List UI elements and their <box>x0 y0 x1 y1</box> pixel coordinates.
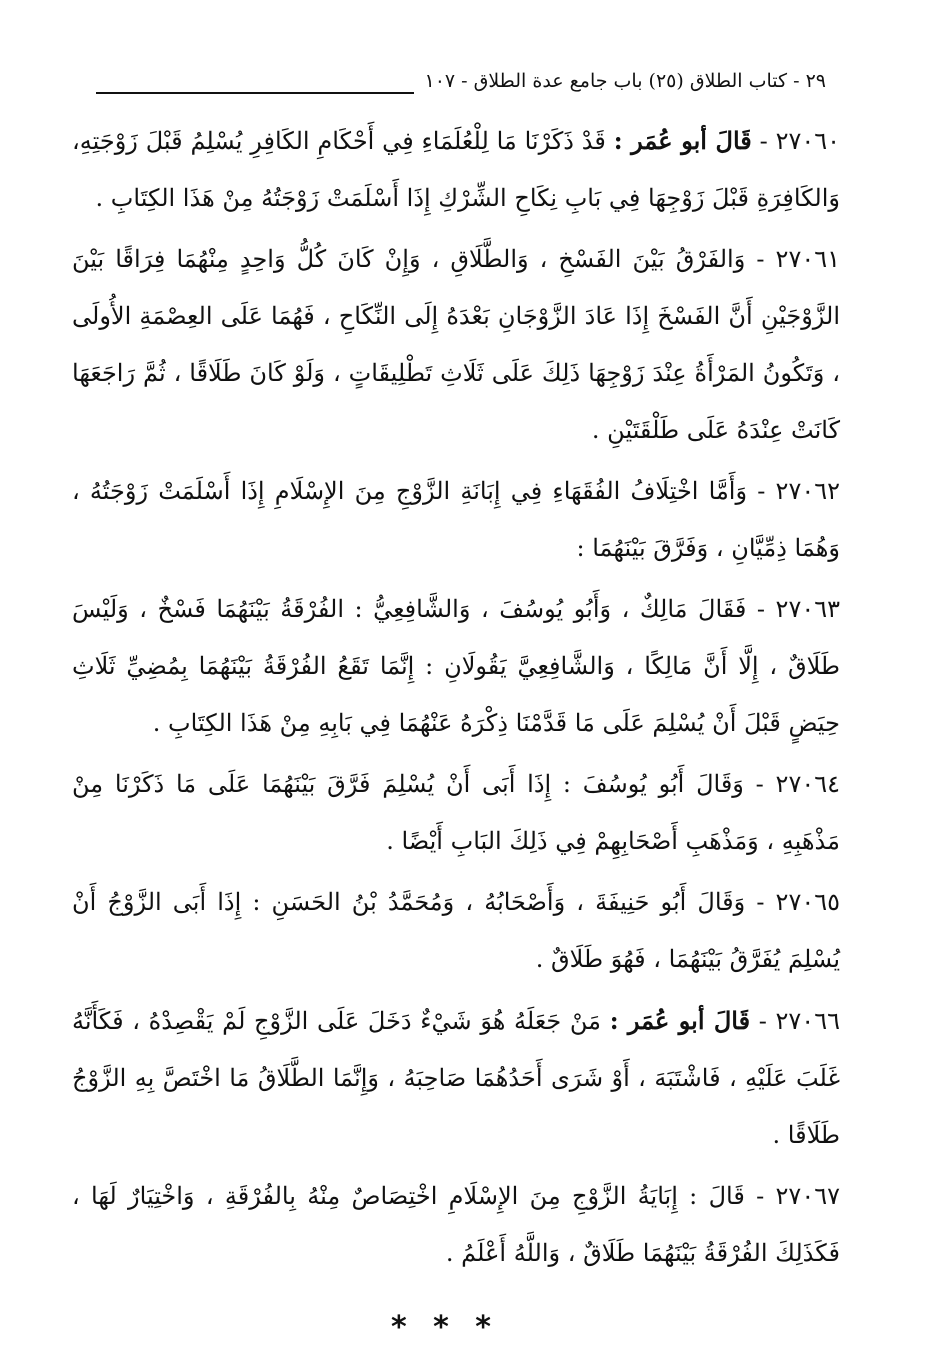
paragraph-number: ٢٧٠٦٣ - <box>756 595 840 623</box>
paragraph-27060 <box>72 112 840 227</box>
paragraph-number: ٢٧٠٦٤ - <box>755 770 840 798</box>
paragraph-number: ٢٧٠٦٦ - <box>758 1007 840 1035</box>
paragraph-text: فَقَالَ مَالِكٌ ، وَأَبُو يُوسُفَ ، وَالشَّافِعِيُّ : الفُرْقَةُ بَيْنَهُمَا فَسْخٌ ، وَلَيْسَ طَلَاقٌ ، إِلَّا أَنَّ مَالِكًا ، وَالشَّافِعِيَّ يَقُولَانِ : إِنَّمَا تَقَعُ الفُرْقَةُ بَيْنَهُمَا بِمُضِيِّ ثَلَاثِ حِيَضٍ قَبْلَ أَنْ يُسْلِمَ عَلَى مَا قَدَّمْنَا ذِكْرَهُ عَنْهُمَا فِي بَابِهِ مِنْ هَذَا الكِتَابِ . <box>72 595 840 737</box>
main-text <box>72 112 840 1286</box>
paragraph-number: ٢٧٠٦٥ - <box>756 888 840 916</box>
paragraph-27066 <box>72 992 840 1164</box>
paragraph-text: وَقَالَ أَبُو يُوسُفَ : إِذَا أَبَى أَنْ يُسْلِمَ فَرَّقَ بَيْنَهُمَا عَلَى مَا ذَكَرْنَا مِنْ مَذْهَبِهِ ، وَمَذْهَبِ أَصْحَابِهِمْ فِي ذَلِكَ البَابِ أَيْضًا . <box>72 770 840 855</box>
paragraph-text: وَالفَرْقُ بَيْنَ الفَسْخِ ، وَالطَّلَاقِ ، وَإِنْ كَانَ كُلُّ وَاحِدٍ مِنْهُمَا فِرَاقًا بَيْنَ الزَّوْجَيْنِ أَنَّ الفَسْخَ إِذَا عَادَ الزَّوْجَانِ بَعْدَهُ إِلَى النِّكَاحِ ، فَهُمَا عَلَى العِصْمَةِ الأُولَى ، وَتَكُونُ المَرْأَةُ عِنْدَ زَوْجِهَا ذَلِكَ عَلَى ثَلَاثِ تَطْلِيقَاتٍ ، وَلَوْ كَانَ طَلَاقًا ، ثُمَّ رَاجَعَهَا كَانَتْ عِنْدَهُ عَلَى طَلْقَتَيْنِ . <box>72 245 841 444</box>
paragraph-27062 <box>72 463 840 577</box>
paragraph-27064 <box>72 756 840 870</box>
running-header <box>96 58 826 98</box>
paragraph-text: قَالَ : إِبَايَةُ الزَّوْجِ مِنَ الإِسْلَامِ اخْتِصَاصٌ مِنْهُ بِالفُرْقَةِ ، وَاخْتِيَارٌ لَهَا ، فَكَذَلِكَ الفُرْقَةُ بَيْنَهُمَا طَلَاقٌ ، وَاللَّهُ أَعْلَمُ . <box>72 1182 840 1267</box>
paragraph-number: ٢٧٠٦٠ - <box>759 127 841 155</box>
paragraph-27065 <box>72 874 840 988</box>
paragraph-27067 <box>72 1168 840 1282</box>
running-title: ٢٩ - كتاب الطلاق (٢٥) باب جامع عدة الطلاق - ١٠٧ <box>424 70 826 92</box>
speaker-label: قَالَ أبو عُمَر : <box>609 1006 751 1035</box>
paragraph-text: وَأَمَّا اخْتِلَافُ الفُقَهَاءِ فِي إِبَانَةِ الزَّوْجِ مِنَ الإِسْلَامِ إِذَا أَسْلَمَتْ زَوْجَتُهُ ، وَهُمَا ذِمِّيَّانِ ، وَفَرَّقَ بَيْنَهُمَا : <box>72 477 840 562</box>
paragraph-text: وَقَالَ أَبُو حَنِيفَةَ ، وَأَصْحَابُهُ ، وَمُحَمَّدُ بْنُ الحَسَنِ : إِذَا أَبَى الزَّوْجُ أَنْ يُسْلِمَ يُفَرَّقُ بَيْنَهُمَا ، فَهُوَ طَلَاقٌ . <box>72 888 840 973</box>
section-separator: * * * <box>391 1310 499 1345</box>
speaker-label: قَالَ أبو عُمَر : <box>613 126 752 155</box>
paragraph-27061 <box>72 231 840 459</box>
paragraph-number: ٢٧٠٦٢ - <box>757 477 840 505</box>
paragraph-number: ٢٧٠٦٧ - <box>756 1182 840 1210</box>
paragraph-number: ٢٧٠٦١ - <box>756 245 840 273</box>
header-rule <box>96 92 414 94</box>
paragraph-text: مَنْ جَعَلَهُ هُوَ شَيْءٌ دَخَلَ عَلَى الزَّوْجِ لَمْ يَقْصِدْهُ ، فَكَأَنَّهُ غَلَبَ عَلَيْهِ ، فَاشْتَبَهَ ، أَوْ شَرَى أَحَدُهُمَا صَاحِبَهُ ، وَإِنَّمَا الطَّلَاقُ مَا اخْتَصَّ بِهِ الزَّوْجُ طَلَاقًا . <box>72 1007 840 1149</box>
paragraph-text: قَدْ ذَكَرْنَا مَا لِلْعُلَمَاءِ فِي أَحْكَامِ الكَافِرِ يُسْلِمُ قَبْلَ زَوْجَتِهِ، وَالكَافِرَةِ قَبْلَ زَوْجِهَا فِي بَابِ نِكَاحِ الشِّرْكِ إِذَا أَسْلَمَتْ زَوْجَتُهُ مِنْ هَذَا الكِتَابِ . <box>72 127 840 212</box>
paragraph-27063 <box>72 581 840 752</box>
